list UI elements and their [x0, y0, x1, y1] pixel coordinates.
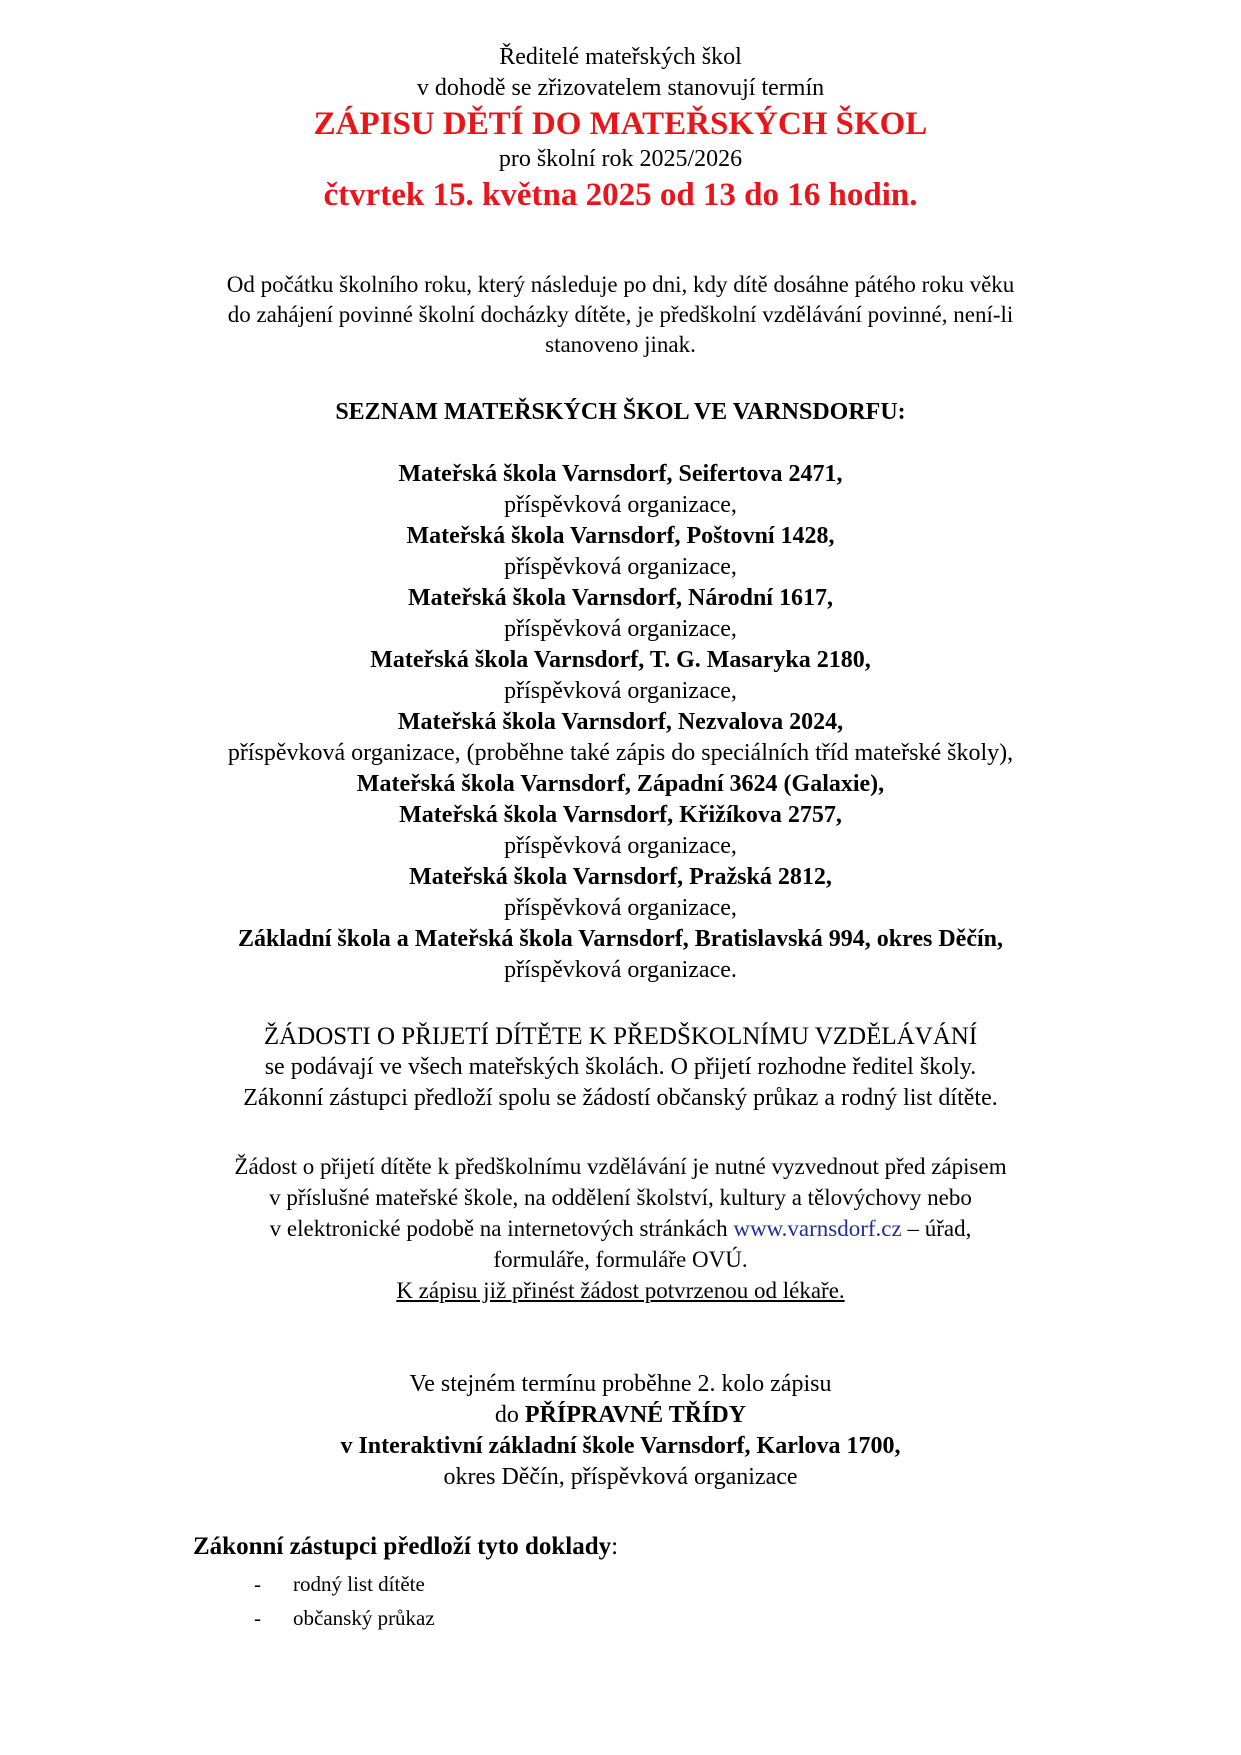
prep-class-name: PŘÍPRAVNÉ TŘÍDY: [524, 1402, 747, 1428]
application-line: Zákonní zástupci předloží spolu se žádostí občanský průkaz a rodný list dítěte.: [243, 1085, 998, 1111]
school-org-type: příspěvková organizace.: [504, 957, 737, 983]
documents-list: [193, 1567, 1093, 1635]
prep-line: [0, 1400, 1241, 1431]
school-name: Mateřská škola Varnsdorf, Národní 1617,: [408, 585, 833, 611]
school-name: Mateřská škola Varnsdorf, Pražská 2812,: [409, 864, 832, 890]
instructions-text: v elektronické podobě na internetových stránkách: [269, 1216, 734, 1241]
documents-heading-text: Zákonní zástupci předloží tyto doklady: [193, 1533, 612, 1560]
school-list-heading: SEZNAM MATEŘSKÝCH ŠKOL VE VARNSDORFU:: [335, 399, 906, 425]
school-org-type: příspěvková organizace,: [504, 492, 737, 518]
document-item: [254, 1601, 1093, 1635]
header-line-directors: Ředitelé mateřských škol: [499, 44, 742, 70]
website-link[interactable]: www.varnsdorf.cz: [733, 1216, 902, 1241]
school-name: Mateřská škola Varnsdorf, Poštovní 1428,: [406, 523, 835, 549]
instructions-line: [0, 1213, 1241, 1244]
school-org-type: příspěvková organizace, (proběhne také zápis do speciálních tříd mateřské školy),: [227, 740, 1014, 766]
school-name: Mateřská škola Varnsdorf, Nezvalova 2024,: [397, 709, 844, 735]
school-org-type: příspěvková organizace,: [504, 895, 737, 921]
document-item-text: občanský průkaz: [293, 1606, 435, 1630]
document-item-text: rodný list dítěte: [293, 1572, 425, 1596]
school-name: Základní škola a Mateřská škola Varnsdorf, Bratislavská 994, okres Děčín,: [238, 926, 1003, 952]
school-org-type: příspěvková organizace,: [504, 833, 737, 859]
announcement-header: [0, 42, 1241, 215]
school-org-type: příspěvková organizace,: [504, 554, 737, 580]
prep-text: do: [494, 1402, 525, 1428]
bullet-dash: -: [254, 1572, 261, 1596]
school-name: Mateřská škola Varnsdorf, Západní 3624 (Galaxie),: [356, 771, 885, 797]
header-school-year: pro školní rok 2025/2026: [498, 146, 743, 172]
instructions-text: – úřad,: [901, 1216, 972, 1241]
school-name: Mateřská škola Varnsdorf, Seifertova 2471,: [398, 461, 843, 487]
header-line-agreement: v dohodě se zřizovatelem stanovují termín: [416, 75, 825, 101]
instructions-line: Žádost o přijetí dítěte k předškolnímu vzdělávání je nutné vyzvednout před zápisem: [234, 1154, 1007, 1179]
page-title: ZÁPISU DĚTÍ DO MATEŘSKÝCH ŠKOL: [313, 106, 928, 142]
preparatory-class-section: [0, 1369, 1241, 1493]
instructions-line: formuláře, formuláře OVÚ.: [493, 1247, 748, 1272]
document-item: [254, 1567, 1093, 1601]
bullet-dash: -: [254, 1606, 261, 1630]
intro-line: stanoveno jinak.: [545, 332, 696, 357]
intro-paragraph: [0, 270, 1241, 360]
intro-line: Od počátku školního roku, který následuje po dni, kdy dítě dosáhne pátého roku věku: [226, 272, 1015, 297]
prep-line: okres Děčín, příspěvková organizace: [443, 1464, 798, 1490]
enrollment-date: čtvrtek 15. května 2025 od 13 do 16 hodin.: [323, 177, 918, 213]
prep-school-name: v Interaktivní základní škole Varnsdorf, Karlova 1700,: [340, 1433, 901, 1459]
application-heading: ŽÁDOSTI O PŘIJETÍ DÍTĚTE K PŘEDŠKOLNÍMU VZDĚLÁVÁNÍ: [263, 1023, 978, 1050]
required-documents: [193, 1531, 1093, 1635]
form-instructions: [0, 1151, 1241, 1306]
instructions-line: v příslušné mateřské škole, na oddělení školství, kultury a tělovýchovy nebo: [269, 1185, 972, 1210]
school-name: Mateřská škola Varnsdorf, Křižíkova 2757,: [399, 802, 842, 828]
school-org-type: příspěvková organizace,: [504, 616, 737, 642]
school-list: [0, 459, 1241, 986]
school-org-type: příspěvková organizace,: [504, 678, 737, 704]
prep-line: Ve stejném termínu proběhne 2. kolo zápisu: [409, 1371, 832, 1397]
school-name: Mateřská škola Varnsdorf, T. G. Masaryka 2180,: [370, 647, 871, 673]
school-list-section: [0, 397, 1241, 986]
doctor-confirmation-note: K zápisu již přinést žádost potvrzenou od lékaře.: [396, 1278, 845, 1303]
documents-heading: [193, 1531, 1093, 1563]
documents-heading-colon: :: [611, 1533, 619, 1560]
application-section: [0, 1021, 1241, 1114]
application-line: se podávají ve všech mateřských školách. O přijetí rozhodne ředitel školy.: [264, 1054, 977, 1080]
intro-line: do zahájení povinné školní docházky dítěte, je předškolní vzdělávání povinné, není-li: [227, 302, 1014, 327]
